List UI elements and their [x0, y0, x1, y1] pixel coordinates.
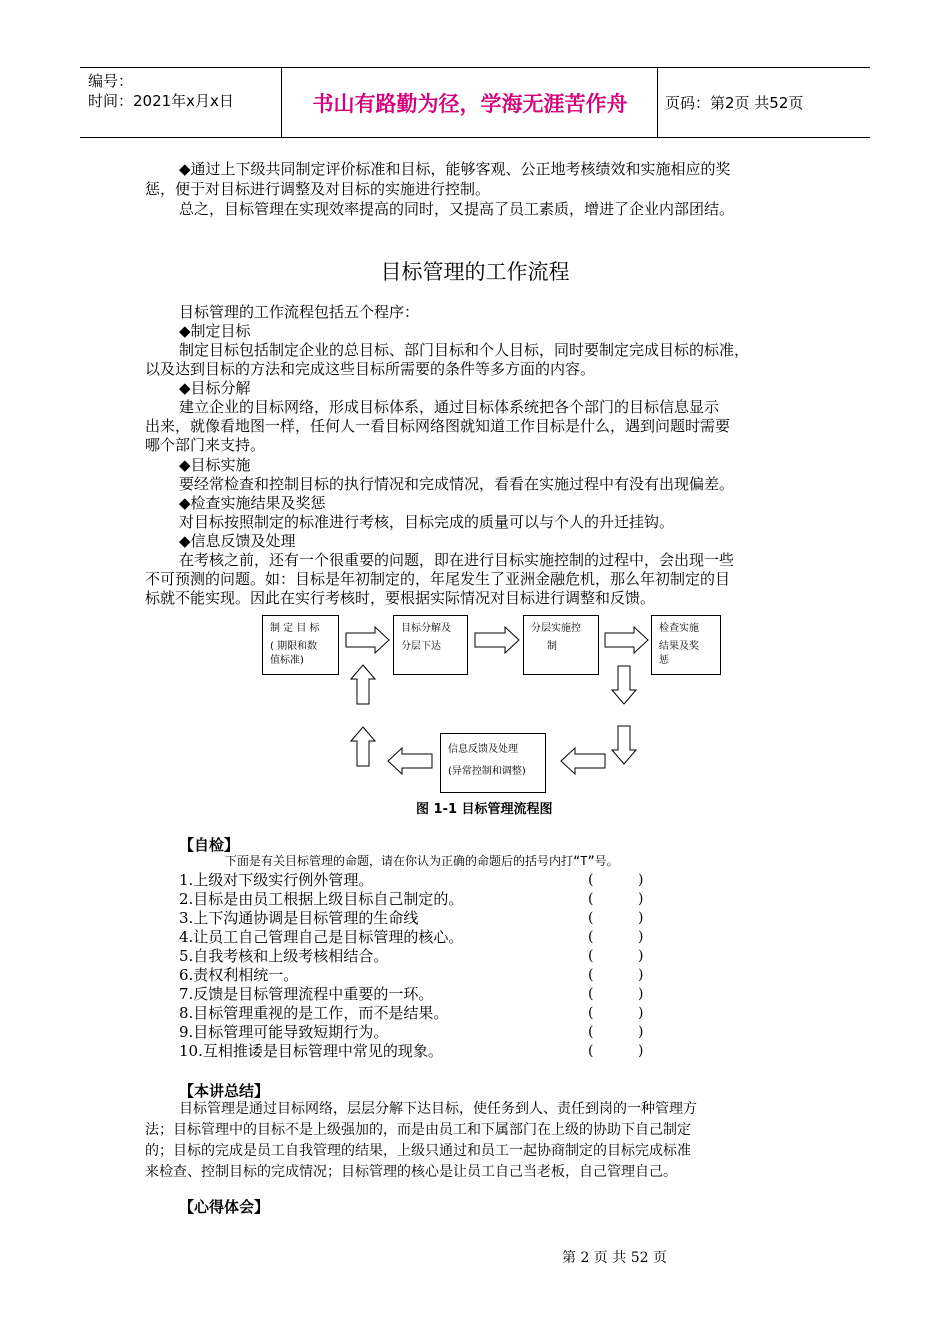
box-text: 结果及奖 — [659, 641, 699, 652]
summary-line: 的；目标的完成是员工自我管理的结果，上级只通过和员工一起协商制定的目标完成标准 — [145, 1143, 691, 1159]
paragraph-line: 不可预测的问题。如：目标是年初制定的，年尾发生了亚洲金融危机，那么年初制定的目 — [145, 570, 731, 588]
question-item: 2.目标是由员工根据上级目标自己制定的。 — [179, 890, 464, 908]
question-item: 5.自我考核和上级考核相结合。 — [179, 947, 389, 965]
step-heading: ◆制定目标 — [179, 322, 251, 340]
step-heading: ◆目标分解 — [179, 379, 251, 397]
left-arrow-icon — [388, 748, 432, 774]
answer-blank[interactable]: ( ) — [588, 891, 644, 907]
paragraph-line: 标就不能实现。因此在实行考核时，要根据实际情况对目标进行调整和反馈。 — [145, 589, 656, 607]
paragraph-line: 以及达到目标的方法和完成这些目标所需要的条件等多方面的内容。 — [145, 360, 596, 378]
serial-label: 编号： — [88, 72, 134, 90]
down-arrow-icon — [612, 726, 636, 764]
answer-blank[interactable]: ( ) — [588, 929, 644, 945]
summary-line: 法；目标管理中的目标不是上级强加的，而是由员工和下属部门在上级的协助下自己制定 — [145, 1122, 691, 1138]
box-text: (异常控制和调整) — [448, 766, 526, 777]
question-item: 10.互相推诿是目标管理中常见的现象。 — [179, 1042, 443, 1060]
step-heading: ◆信息反馈及处理 — [179, 532, 296, 550]
step-heading: ◆检查实施结果及奖惩 — [179, 494, 326, 512]
answer-blank[interactable]: ( ) — [588, 967, 644, 983]
question-item: 1.上级对下级实行例外管理。 — [179, 871, 374, 889]
paragraph-line: 总之，目标管理在实现效率提高的同时，又提高了员工素质，增进了企业内部团结。 — [179, 200, 735, 218]
box-text: 分层下达 — [401, 641, 441, 652]
paragraph-line: 建立企业的目标网络，形成目标体系，通过目标体系统把各个部门的目标信息显示 — [179, 398, 720, 416]
answer-blank[interactable]: ( ) — [588, 1005, 644, 1021]
question-item: 3.上下沟通协调是目标管理的生命线 — [179, 909, 419, 927]
left-arrow-icon — [561, 748, 605, 774]
reflection-heading: 【心得体会】 — [179, 1198, 270, 1216]
question-item: 8.目标管理重视的是工作，而不是结果。 — [179, 1004, 449, 1022]
answer-blank[interactable]: ( ) — [588, 986, 644, 1002]
box-text: 值标准) — [270, 655, 304, 666]
box-text: 信息反馈及处理 — [448, 744, 518, 755]
answer-blank[interactable]: ( ) — [588, 1043, 644, 1059]
question-item: 4.让员工自己管理自己是目标管理的核心。 — [179, 928, 464, 946]
self-check-instruction: 下面是有关目标管理的命题，请在你认为正确的命题后的括号内打“T”号。 — [225, 854, 619, 868]
date-label: 时间：2021年x月x日 — [88, 92, 234, 110]
paragraph-line: 要经常检查和控制目标的执行情况和完成情况，看看在实施过程中有没有出现偏差。 — [179, 475, 735, 493]
box-text: 惩 — [659, 655, 669, 666]
question-item: 7.反馈是目标管理流程中重要的一环。 — [179, 985, 434, 1003]
up-arrow-icon — [351, 727, 375, 766]
figure-caption: 图 1-1 目标管理流程图 — [416, 802, 553, 817]
paragraph-line: 哪个部门来支持。 — [145, 436, 266, 454]
box-text: 检查实施 — [659, 623, 699, 634]
summary-heading: 【本讲总结】 — [179, 1082, 270, 1100]
box-text: 制 — [547, 641, 557, 652]
header-motto: 书山有路勤为径，学海无涯苦作舟 — [312, 91, 628, 116]
paragraph-line: ◆通过上下级共同制定评价标准和目标，能够客观、公正地考核绩效和实施相应的奖 — [179, 160, 731, 178]
self-check-heading: 【自检】 — [179, 836, 240, 854]
box-text: 目标分解及 — [401, 623, 451, 634]
box-text: 制 定 目 标 — [270, 623, 320, 634]
box-text: 分层实施控 — [531, 623, 581, 634]
answer-blank[interactable]: ( ) — [588, 1024, 644, 1040]
paragraph-line: 在考核之前，还有一个很重要的问题，即在进行目标实施控制的过程中，会出现一些 — [179, 551, 735, 569]
box-text: ( 期限和数 — [270, 641, 318, 652]
right-arrow-icon — [475, 627, 519, 653]
summary-line: 来检查、控制目标的完成情况；目标管理的核心是让员工自己当老板，自己管理自己。 — [145, 1164, 677, 1180]
down-arrow-icon — [612, 666, 636, 704]
paragraph-line: 目标管理的工作流程包括五个程序： — [179, 303, 420, 321]
answer-blank[interactable]: ( ) — [588, 948, 644, 964]
summary-line: 目标管理是通过目标网络，层层分解下达目标，使任务到人、责任到岗的一种管理方 — [179, 1101, 697, 1117]
right-arrow-icon — [605, 627, 648, 653]
answer-blank[interactable]: ( ) — [588, 910, 644, 926]
question-item: 6.责权利相统一。 — [179, 966, 299, 984]
paragraph-line: 制定目标包括制定企业的总目标、部门目标和个人目标，同时要制定完成目标的标准， — [179, 341, 750, 359]
section-title: 目标管理的工作流程 — [380, 260, 570, 284]
paragraph-line: 惩，便于对目标进行调整及对目标的实施进行控制。 — [145, 180, 491, 198]
up-arrow-icon — [351, 665, 375, 704]
paragraph-line: 对目标按照制定的标准进行考核，目标完成的质量可以与个人的升迁挂钩。 — [179, 513, 675, 531]
step-heading: ◆目标实施 — [179, 456, 251, 474]
right-arrow-icon — [346, 627, 389, 653]
header-page-number: 页码：第2页 共52页 — [665, 94, 804, 112]
paragraph-line: 出来，就像看地图一样，任何人一看目标网络图就知道工作目标是什么，遇到问题时需要 — [145, 417, 731, 435]
question-item: 9.目标管理可能导致短期行为。 — [179, 1023, 389, 1041]
page-footer: 第 2 页 共 52 页 — [562, 1250, 667, 1266]
answer-blank[interactable]: ( ) — [588, 872, 644, 888]
